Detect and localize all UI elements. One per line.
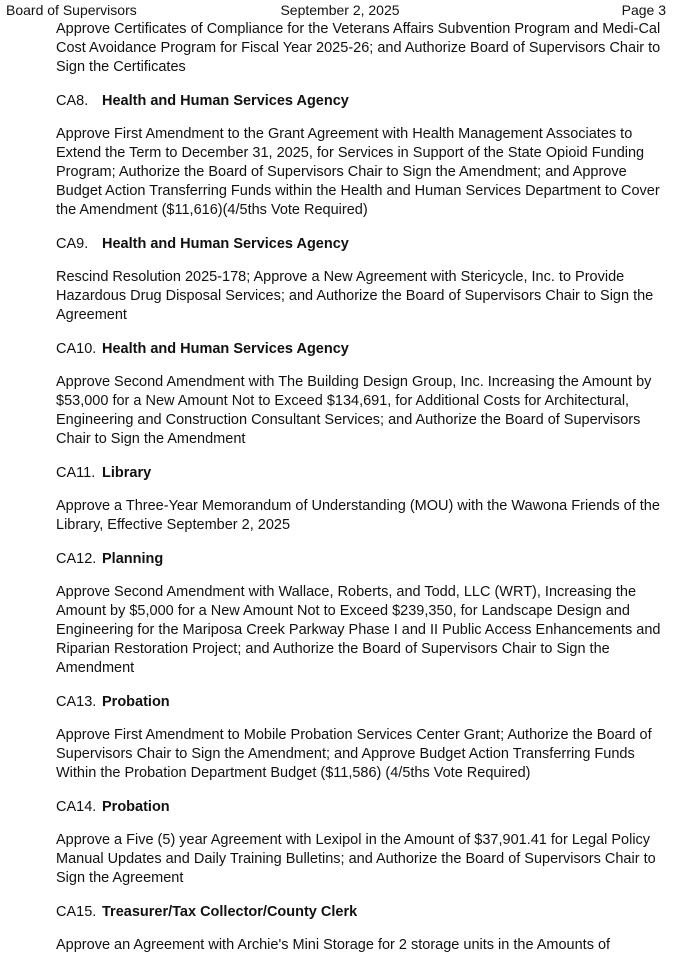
header-page-number: Page 3 — [621, 2, 666, 18]
agenda-item-ca9 — [56, 235, 662, 325]
agenda-item-department: Health and Human Services Agency — [102, 93, 349, 109]
agenda-item-description: Approve a Five (5) year Agreement with Lexipol in the Amount of $37,901.41 for Legal Policy Manual Updates and Daily Training Bulletins; and Authorize the Board of Supervisors Chair to Sign the Agreement — [56, 832, 656, 886]
agenda-item-ca10 — [56, 340, 662, 449]
header-date: September 2, 2025 — [280, 2, 400, 18]
agenda-item-ca11 — [56, 464, 662, 535]
agenda-item-number: CA8. — [56, 93, 89, 109]
agenda-content — [56, 20, 662, 955]
agenda-item-ca15 — [56, 903, 662, 955]
agenda-item-ca12 — [56, 550, 662, 678]
agenda-item-ca14 — [56, 798, 662, 888]
agenda-item-number: CA11. — [56, 465, 96, 481]
agenda-item-number: CA12. — [56, 551, 97, 567]
agenda-item-number: CA14. — [56, 799, 97, 815]
agenda-item-description: Approve First Amendment to Mobile Probation Services Center Grant; Authorize the Board of Supervisors Chair to Sign the Amendment; and Approve Budget Action Transferring Funds Within the Probation Department Budget ($11,586) (4/5ths Vote Required) — [56, 727, 652, 781]
agenda-item-description: Approve a Three-Year Memorandum of Understanding (MOU) with the Wawona Friends of the Library, Effective September 2, 2025 — [56, 498, 660, 533]
agenda-item-description: Rescind Resolution 2025-178; Approve a New Agreement with Stericycle, Inc. to Provide Hazardous Drug Disposal Services; and Authorize the Board of Supervisors Chair to Sign the Agreement — [56, 269, 654, 323]
agenda-item-heading — [56, 235, 662, 254]
agenda-item-number: CA10. — [56, 341, 97, 357]
agenda-item-department: Library — [102, 465, 152, 481]
agenda-item-department: Planning — [102, 551, 164, 567]
agenda-item-heading — [56, 903, 662, 922]
agenda-item-ca8 — [56, 92, 662, 220]
agenda-item-description: Approve an Agreement with Archie's Mini Storage for 2 storage units in the Amounts of — [56, 937, 611, 953]
header-board-name: Board of Supervisors — [6, 2, 137, 18]
agenda-item-heading — [56, 550, 662, 569]
continued-item-text: Approve Certificates of Compliance for the Veterans Affairs Subvention Program and Medi-Cal Cost Avoidance Program for Fiscal Year 2025-26; and Authorize Board of Supervisors Chair to Sign the Certificates — [56, 21, 661, 75]
page-header — [0, 0, 680, 20]
agenda-item-department: Probation — [102, 694, 170, 710]
agenda-item-heading — [56, 464, 662, 483]
agenda-item-description: Approve First Amendment to the Grant Agreement with Health Management Associates to Extend the Term to December 31, 2025, for Services in Support of the State Opioid Funding Program; Authorize the Board of Supervisors Chair to Sign the Amendment; and Approve Budget Action Transferring Funds within the Health and Human Services Department to Cover the Amendment ($11,616)(4/5ths Vote Required) — [56, 126, 660, 218]
agenda-item-number: CA15. — [56, 904, 97, 920]
agenda-item-description: Approve Second Amendment with Wallace, Roberts, and Todd, LLC (WRT), Increasing the Amount by $5,000 for a New Amount Not to Exceed $239,350, for Landscape Design and Engineering for the Mariposa Creek Parkway Phase I and II Public Access Enhancements and Riparian Restoration Project; and Authorize the Board of Supervisors Chair to Sign the Amendment — [56, 584, 661, 676]
agenda-item-number: CA9. — [56, 236, 89, 252]
agenda-item-heading — [56, 92, 662, 111]
agenda-item-heading — [56, 798, 662, 817]
agenda-item-description: Approve Second Amendment with The Building Design Group, Inc. Increasing the Amount by $53,000 for a New Amount Not to Exceed $134,691, for Additional Costs for Architectural, Engineering and Construction Consultant Services; and Authorize the Board of Supervisors Chair to Sign the Amendment — [56, 374, 652, 447]
agenda-item-department: Treasurer/Tax Collector/County Clerk — [102, 904, 358, 920]
agenda-item-number: CA13. — [56, 694, 97, 710]
agenda-item-department: Probation — [102, 799, 170, 815]
agenda-item-department: Health and Human Services Agency — [102, 341, 349, 357]
agenda-item-department: Health and Human Services Agency — [102, 236, 349, 252]
agenda-item-heading — [56, 340, 662, 359]
agenda-item-ca13 — [56, 693, 662, 783]
agenda-item-heading — [56, 693, 662, 712]
